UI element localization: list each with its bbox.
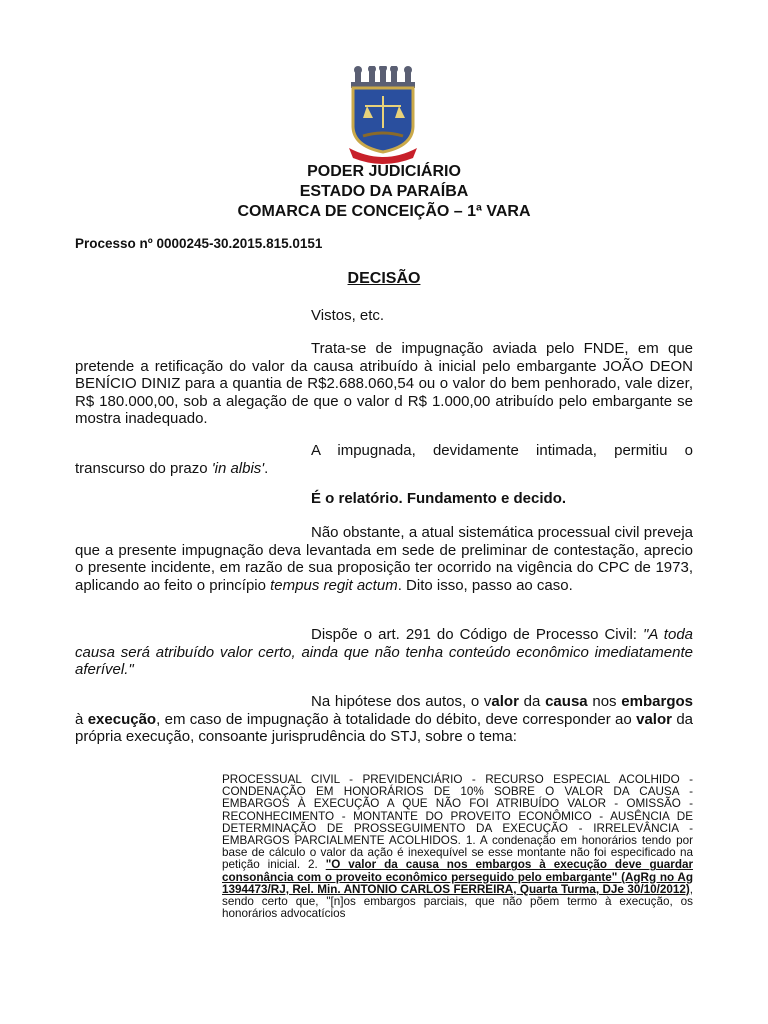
process-number: Processo nº 0000245-30.2015.815.0151 [75,236,323,251]
jurisprudence-quote: PROCESSUAL CIVIL - PREVIDENCIÁRIO - RECURSO ESPECIAL ACOLHIDO - CONDENAÇÃO EM HONORÁRIOS DE 10% SOBRE O VALOR DA CAUSA - EMBARGOS À EXECUÇÃO A QUE NÃO FOI ATRIBUÍDO VALOR - OMISSÃO - RECONHECIMENTO - MONTANTE DO PROVEITO ECONÔMICO - AUSÊNCIA DE DETERMINAÇÃO DE PROSSEGUIMENTO DA EXECUÇÃO - IRRELEVÂNCIA - EMBARGOS PARCIALMENTE ACOLHIDOS. 1. A condenação em honorários tendo por base de cálculo o valor da ação é inexequível se esse montante não foi especificado na petição inicial. 2. "O valor da causa nos embargos à execução deve guardar consonância com o proveito econômico perseguido pelo embargante" (AgRg no Ag 1394473/RJ, Rel. Min. ANTONIO CARLOS FERREIRA, Quarta Turma, DJe 30/10/2012), sendo certo que, "[n]os embargos parciais, que não põem termo à execução, os honorários advocatícios [222,773,694,921]
paragraph-1: Trata-se de impugnação aviada pelo FNDE, em que pretende a retificação do valor da causa atribuído à inicial pelo embargante JOÃO DEON BENÍCIO DINIZ para a quantia de R$2.688.060,54 ou o valor do bem penhorado, vale dizer, R$ 180.000,00, sob a alegação de que o valor d R$ 1.000,00 atribuído pelo embargante se mostra inadequado. [75,340,693,427]
header-line-court: COMARCA DE CONCEIÇÃO – 1ª VARA [237,203,531,220]
paragraph-4: Dispõe o art. 291 do Código de Processo Civil: "A toda causa será atribuído valor certo, ainda que não tenha conteúdo econômico imediatamente aferível." [75,626,694,678]
header-line-state: ESTADO DA PARAÍBA [299,183,469,200]
paragraph-5: Na hipótese dos autos, o valor da causa nos embargos à execução, em caso de impugnação à totalidade do débito, deve corresponder ao valor da própria execução, consoante jurisprudência do STJ, sobre o tema: [75,693,694,745]
paraiba-coat-of-arms-icon [343,66,423,166]
paragraph-vistos: Vistos, etc. [311,307,385,324]
document-title: DECISÃO [347,270,421,287]
paragraph-relatorio: É o relatório. Fundamento e decido. [311,490,567,507]
paragraph-3: Não obstante, a atual sistemática processual civil preveja que a presente impugnação deva levantada em sede de preliminar de contestação, aprecio o presente incidente, em razão de sua proposição ter ocorrido na vigência do CPC de 1973, aplicando ao feito o princípio tempus regit actum. Dito isso, passo ao caso. [75,524,693,594]
header-line-judiciary: PODER JUDICIÁRIO [307,163,461,180]
paragraph-2: A impugnada, devidamente intimada, permitiu o transcurso do prazo 'in albis'. [75,442,693,477]
